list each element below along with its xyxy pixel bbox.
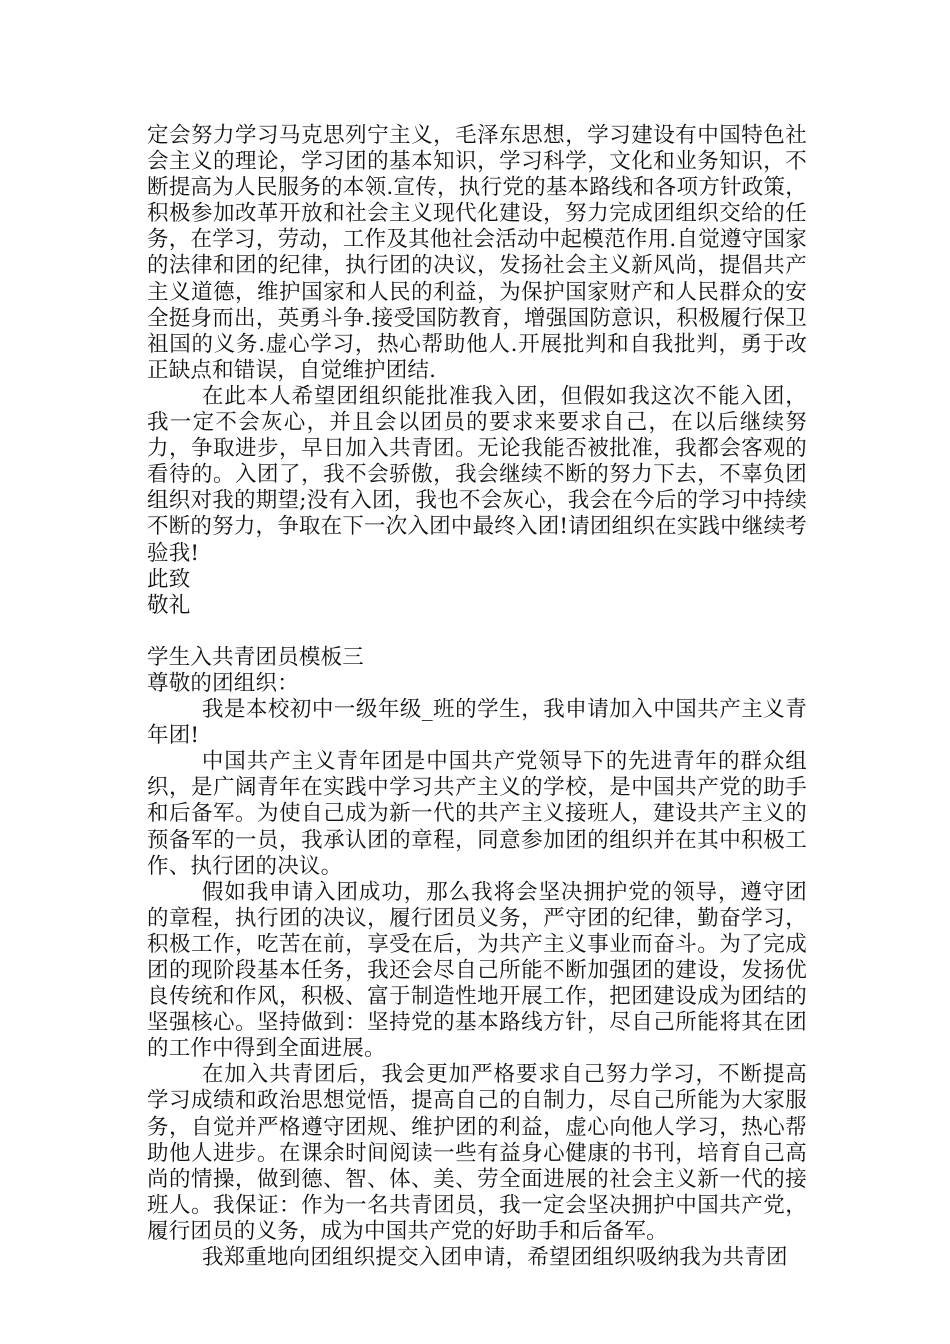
paragraph-league-description: 中国共产主义青年团是中国共产党领导下的先进青年的群众组织，是广阔青年在实践中学习共产主义的学校，是中国共产党的助手和后备军。为使自己成为新一代的共产主义接班人，建设共产主义的预备军的一员，我承认团的章程，同意参加团的组织并在其中积极工作、执行团的决议。 (147, 749, 807, 879)
section-title: 学生入共青团员模板三 (147, 644, 365, 670)
paragraph-pledge-continuation: 定会努力学习马克思列宁主义，毛泽东思想，学习建设有中国特色社会主义的理论，学习团的基本知识，学习科学，文化和业务知识，不断提高为人民服务的本领.宣传，执行党的基本路线和各项方针政策，积极参加改革开放和社会主义现代化建设，努力完成团组织交给的任务，在学习，劳动，工作及其他社会活动中起模范作用.自觉遵守国家的法律和团的纪律，执行团的决议，发扬社会主义新风尚，提倡共产主义道德，维护国家和人民的利益，为保护国家财产和人民群众的安全挺身而出，英勇斗争.接受国防教育，增强国防意识，积极履行保卫祖国的义务.虚心学习，热心帮助他人.开展批判和自我批判，勇于改正缺点和错误，自觉维护团结. (147, 123, 807, 383)
closing-salutation-jingli: 敬礼 (147, 592, 191, 618)
paragraph-commitment: 假如我申请入团成功，那么我将会坚决拥护党的领导，遵守团的章程，执行团的决议，履行团员义务，严守团的纪律，勤奋学习，积极工作，吃苦在前，享受在后，为共产主义事业而奋斗。为了完成团的现阶段基本任务，我还会尽自己所能不断加强团的建设，发扬优良传统和作风，积极、富于制造性地开展工作，把团建设成为团结的坚强核心。坚持做到：坚持党的基本路线方针，尽自己所能将其在团的工作中得到全面进展。 (147, 879, 807, 1062)
closing-salutation-cizhi: 此致 (147, 566, 191, 592)
greeting: 尊敬的团组织： (147, 670, 299, 696)
blank-line (147, 619, 807, 645)
paragraph-hope-approval: 在此本人希望团组织能批准我入团，但假如我这次不能入团，我一定不会灰心，并且会以团员的要求来要求自己，在以后继续努力，争取进步，早日加入共青团。无论我能否被批准，我都会客观的看待的。入团了，我不会骄傲，我会继续不断的努力下去，不辜负团组织对我的期望;没有入团，我也不会灰心，我会在今后的学习中持续不断的努力，争取在下一次入团中最终入团!请团组织在实践中继续考验我! (147, 383, 807, 566)
document-body (147, 123, 807, 1271)
paragraph-application-intro: 我是本校初中一级年级_班的学生，我申请加入中国共产主义青年团! (147, 697, 807, 749)
paragraph-after-joining: 在加入共青团后，我会更加严格要求自己努力学习，不断提高学习成绩和政治思想觉悟，提高自己的自制力，尽自己所能为大家服务，自觉并严格遵守团规、维护团的利益，虚心向他人学习，热心帮助他人进步。在课余时间阅读一些有益身心健康的书刊，培育自己高尚的情操，做到德、智、体、美、劳全面进展的社会主义新一代的接班人。我保证：作为一名共青团员，我一定会坚决拥护中国共产党，履行团员的义务，成为中国共产党的好助手和后备军。 (147, 1062, 807, 1244)
paragraph-formal-request: 我郑重地向团组织提交入团申请，希望团组织吸纳我为共青团 (201, 1245, 788, 1271)
